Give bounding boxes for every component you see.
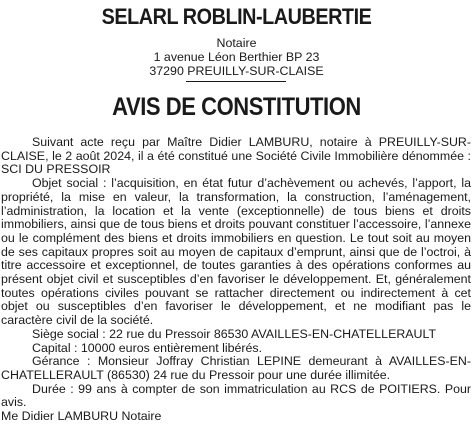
paragraph-capital: Capital : 10000 euros entièrement libérés. (32, 340, 263, 355)
address-line-1: 1 avenue Léon Berthier BP 23 (153, 50, 320, 64)
office-name: SELARL ROBLIN-LAUBERTIE (101, 4, 372, 29)
notice-title: AVIS DE CONSTITUTION (112, 93, 361, 121)
notary-role: Notaire (216, 36, 257, 50)
paragraph-gerance: Gérance : Monsieur Joffray Christian LEPINE demeurant à AVAILLES-EN-CHATELLERAULT (86530) 24 rue du Pressoir pour une durée illimitée. (1, 354, 471, 382)
notice-body (1, 136, 471, 424)
paragraph-duree: Durée : 99 ans à compter de son immatriculation au RCS de POITIERS. Pour avis. (1, 381, 471, 410)
paragraph-siege-social: Siège social : 22 rue du Pressoir 86530 AVAILLES-EN-CHATELLERAULT (32, 326, 437, 341)
paragraph-constitution: Suivant acte reçu par Maître Didier LAMBURU, notaire à PREUILLY-SUR-CLAISE, le 2 août 2024, il a été constitué une Société Civile Immobilière dénommée : SCI DU PRESSOIR (1, 135, 471, 177)
signature: Me Didier LAMBURU Notaire (1, 409, 162, 424)
paragraph-objet-social: Objet social : l’acquisition, en état futur d’achèvement ou achevés, l’apport, la propriété, la mise en valeur, la transformation, la construction, l’aménagement, l’administration, la location et la vente (exceptionnelle) de tous biens et droits immobiliers, ainsi que de tous biens et droits pouvant constituer l’accessoire, l’annexe ou le complément des biens et droits immobiliers en question. Le tout soit au moyen de ses capitaux propres soit au moyen de capitaux d’emprunt, ainsi que de l’octroi, à titre accessoire et exceptionnel, de toutes garanties à des opérations conformes au présent objet civil et susceptibles d’en favoriser le développement. Et, généralement toutes opérations civiles pouvant se rattacher directement ou indirectement à cet objet ou susceptibles d’en favoriser le développement, et ne modifiant pas le caractère civil de la société. (1, 176, 471, 328)
divider-rule (186, 81, 286, 82)
address-line-2: 37290 PREUILLY-SUR-CLAISE (149, 64, 324, 78)
notary-address-block (0, 36, 473, 78)
